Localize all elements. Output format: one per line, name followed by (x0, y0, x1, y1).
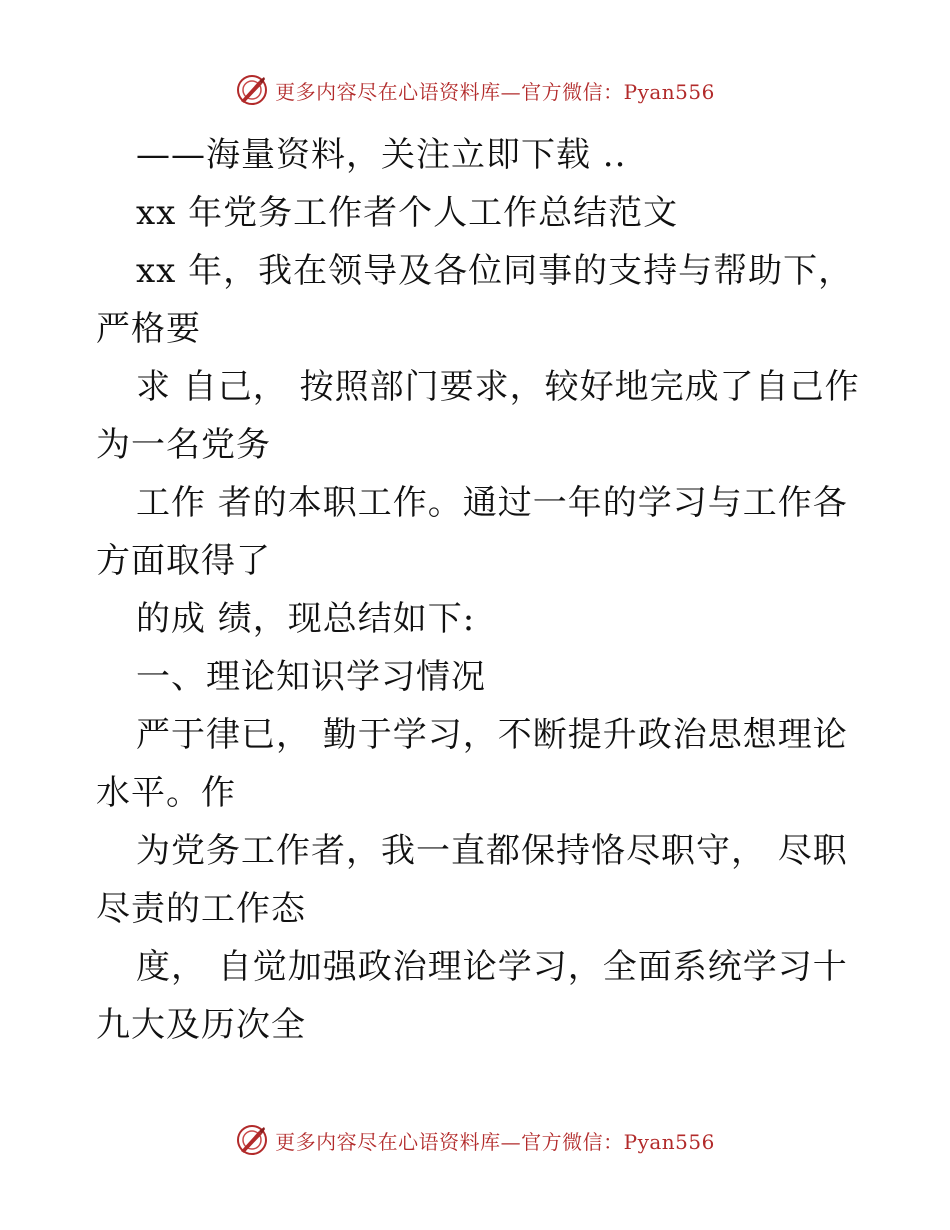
footer-banner (0, 1120, 950, 1160)
body-line: 度， 自觉加强政治理论学习，全面系统学习十 (136, 947, 848, 987)
body-line: 求 自己， 按照部门要求，较好地完成了自己作 (136, 367, 860, 407)
footer-banner-text: 更多内容尽在心语资料库—官方微信：Pyan556 (275, 1129, 715, 1154)
section-heading: 一、理论知识学习情况 (136, 657, 486, 697)
body-line: 九大及历次全 (96, 1005, 306, 1045)
body-line: 为党务工作者，我一直都保持恪尽职守， 尽职 (136, 831, 848, 871)
body-line: 尽责的工作态 (96, 889, 306, 929)
document-title: xx 年党务工作者个人工作总结范文 (136, 193, 679, 233)
body-line: 严格要 (96, 309, 201, 349)
document-body (96, 126, 860, 1054)
body-line: 严于律已， 勤于学习，不断提升政治思想理论 (136, 715, 848, 755)
body-line: 方面取得了 (96, 541, 271, 581)
header-banner-text: 更多内容尽在心语资料库—官方微信：Pyan556 (275, 79, 715, 104)
body-line: ——海量资料，关注立即下载 .. (136, 135, 627, 175)
body-line: 为一名党务 (96, 425, 271, 465)
quill-pen-logo-icon (235, 1123, 269, 1157)
quill-pen-logo-icon (235, 73, 269, 107)
body-line: 水平。作 (96, 773, 236, 813)
body-line: 的成 绩，现总结如下: (136, 599, 476, 639)
body-line: 工作 者的本职工作。通过一年的学习与工作各 (136, 483, 848, 523)
body-line: xx 年，我在领导及各位同事的支持与帮助下， (136, 251, 854, 291)
header-banner (0, 70, 950, 110)
